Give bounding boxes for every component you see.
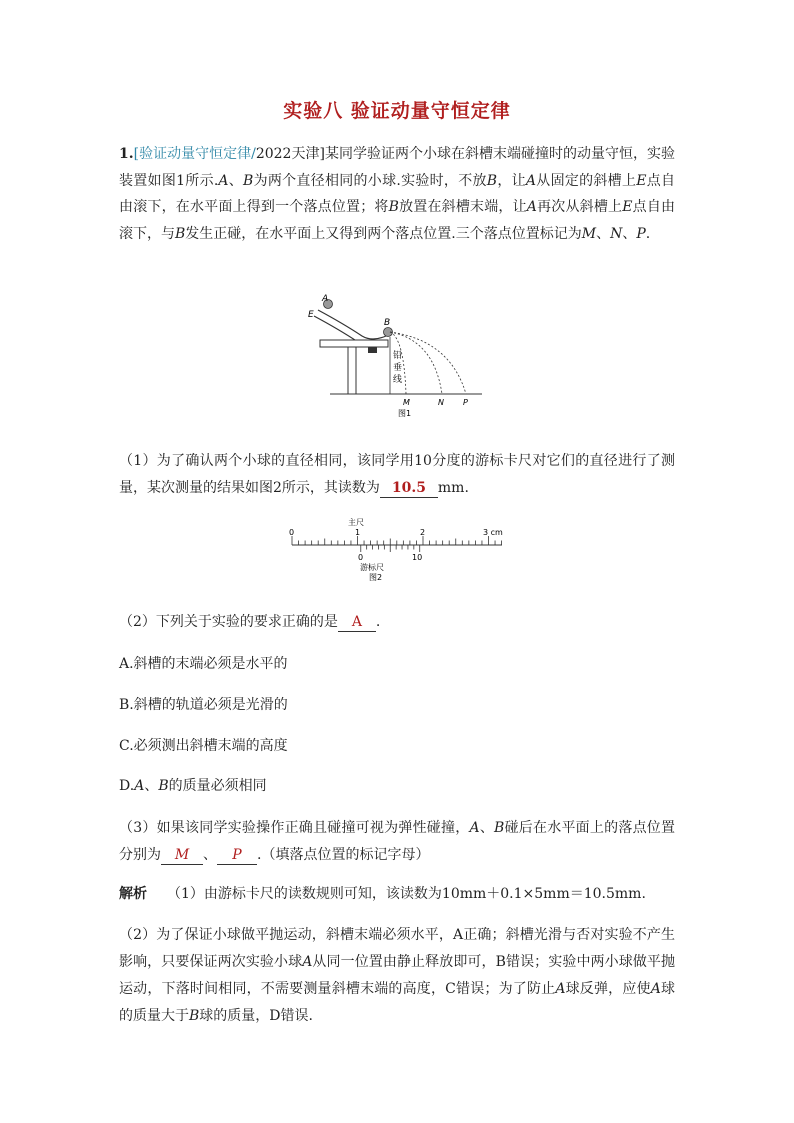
label-p: P xyxy=(463,398,468,407)
main-tick-label-2: 2 xyxy=(420,528,426,537)
plumb-label-1: 铅 xyxy=(393,351,403,361)
vernier-tick-label-0: 0 xyxy=(358,553,364,562)
part-1: （1）为了确认两个小球的直径相同，该同学用10分度的游标卡尺对它们的直径进行了测量，某次测量的结果如图2所示，其读数为 10.5 mm. xyxy=(119,453,675,496)
label-a: A xyxy=(322,294,329,304)
main-scale-ticks xyxy=(292,536,502,545)
option-a: A.斜槽的末端必须是水平的 xyxy=(119,656,288,672)
table-top xyxy=(320,340,388,347)
solution-label: 解析 xyxy=(119,886,147,902)
figure-2-vernier-caliper xyxy=(284,516,508,586)
label-m: M xyxy=(403,398,410,407)
part-3: （3）如果该同学实验操作正确且碰撞可视为弹性碰撞，A、B碰后在水平面上的落点位置分别为 M 、 P .（填落点位置的标记字母） xyxy=(119,820,676,863)
figure-1-apparatus xyxy=(300,288,500,423)
main-tick-label-3: 3 cm xyxy=(483,528,503,537)
main-tick-label-1: 1 xyxy=(355,528,361,537)
plumb-label-2: 垂 xyxy=(393,363,403,373)
table-leg xyxy=(348,347,356,394)
vernier-scale-label: 游标尺 xyxy=(360,563,384,572)
part-2: （2）下列关于实验的要求正确的是 A . xyxy=(119,614,381,630)
vernier-scale-ticks xyxy=(361,545,420,552)
answer-blank-2: A xyxy=(338,613,376,632)
figure-2-caption: 图2 xyxy=(369,573,383,582)
figure-1-caption: 图1 xyxy=(398,409,412,418)
answer-blank-1: 10.5 xyxy=(380,479,438,498)
option-d: D.A、B的质量必须相同 xyxy=(119,778,267,794)
option-b: B.斜槽的轨道必须是光滑的 xyxy=(119,697,288,713)
label-n: N xyxy=(438,398,444,407)
question-1-stem: 1.[验证动量守恒定律/2022天津]某同学验证两个小球在斜槽末端碰撞时的动量守恒，实验装置如图1所示.A、B为两个直径相同的小球.实验时，不放B，让A从固定的斜槽上E点自由滚下，在水平面上得到一个落点位置；将B放置在斜槽末端，让A再次从斜槽上E点自由滚下，与B发生正碰，在水平面上又得到两个落点位置.三个落点位置标记为M、N、P. xyxy=(119,146,676,242)
answer-blank-3a: M xyxy=(161,846,203,865)
main-scale-label: 主尺 xyxy=(348,518,364,527)
label-e: E xyxy=(308,310,314,320)
question-number: 1. xyxy=(119,146,134,162)
option-c: C.必须测出斜槽末端的高度 xyxy=(119,738,288,754)
question-source: 2022天津] xyxy=(255,146,325,162)
main-tick-label-0: 0 xyxy=(289,528,295,537)
solution-line-1: 解析 （1）由游标卡尺的读数规则可知，该读数为10mm＋0.1×5mm＝10.5mm. xyxy=(119,886,646,902)
page-title: 实验八 验证动量守恒定律 xyxy=(283,100,511,122)
plumb-label-3: 线 xyxy=(393,375,403,385)
solution-part-2: （2）为了保证小球做平抛运动，斜槽末端必须水平，A正确；斜槽光滑与否对实验不产生影响，只要保证两次实验小球A从同一位置由静止释放即可，B错误；实验中两小球做平抛运动，下落时间相同，不需要测量斜槽末端的高度，C错误；为了防止A球反弹，应使A球的质量大于B球的质量，D错误. xyxy=(119,927,676,1024)
answer-blank-3b: P xyxy=(217,846,257,865)
topic-tag: [验证动量守恒定律/ xyxy=(133,146,256,162)
vernier-tick-label-10: 10 xyxy=(412,553,423,562)
label-b: B xyxy=(384,318,391,328)
